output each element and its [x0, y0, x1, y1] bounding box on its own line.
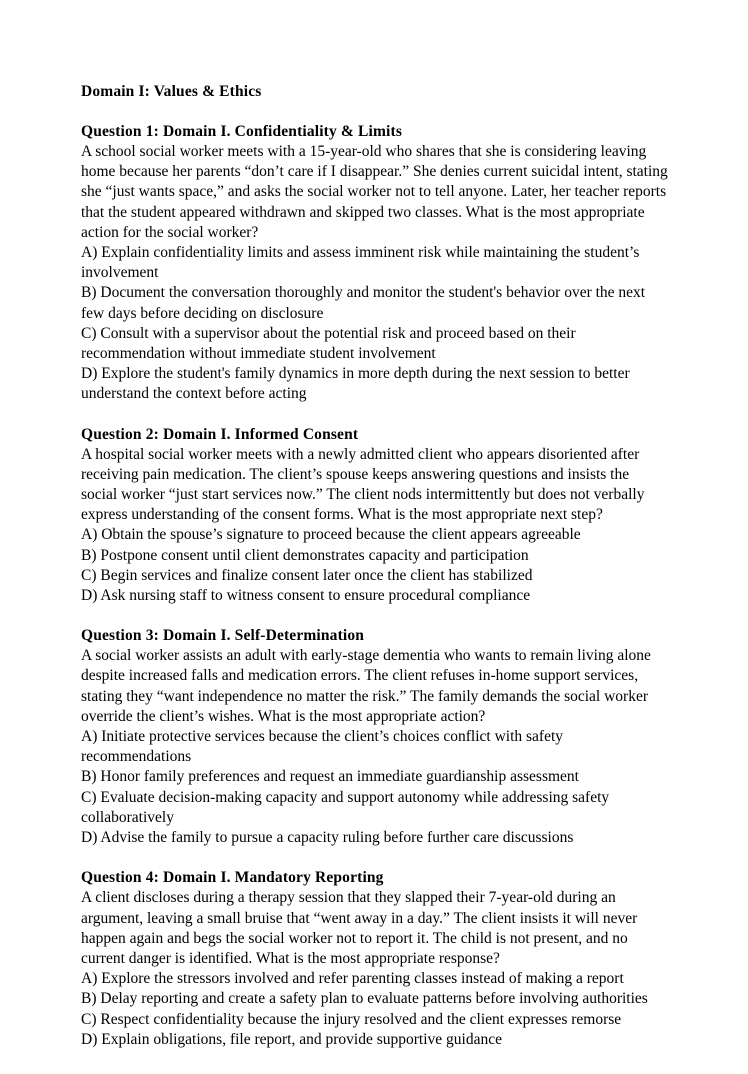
question-stem: A school social worker meets with a 15-year-old who shares that she is considering leaving home because her parents “don’t care if I disappear.” She denies current suicidal intent, stating she “just wants space,” and asks the social worker not to tell anyone. Later, her teacher reports that the student appeared withdrawn and skipped two classes. What is the most appropriate action for the social worker?	[81, 143, 668, 241]
question-heading: Question 4: Domain I. Mandatory Reporting	[81, 869, 384, 887]
answer-option-a[interactable]: A) Initiate protective services because the client’s choices conflict with safety recommendations	[81, 728, 564, 766]
answer-option-d[interactable]: D) Ask nursing staff to witness consent to ensure procedural compliance	[81, 587, 531, 605]
answer-option-c[interactable]: C) Consult with a supervisor about the potential risk and proceed based on their recommendation without immediate student involvement	[81, 324, 576, 363]
section-spacer	[81, 606, 669, 626]
answer-option-b[interactable]: B) Document the conversation thoroughly and monitor the student's behavior over the next few days before deciding on disclosure	[81, 284, 646, 322]
answer-option-a[interactable]: A) Explore the stressors involved and refer parenting classes instead of making a report	[81, 970, 624, 988]
answer-option-a[interactable]: A) Obtain the spouse’s signature to proceed because the client appears agreeable	[81, 526, 581, 544]
answer-option-b[interactable]: B) Honor family preferences and request an immediate guardianship assessment	[81, 768, 579, 786]
section-spacer	[81, 848, 669, 868]
section-spacer	[81, 102, 669, 122]
question-block	[81, 122, 669, 405]
question-stem: A client discloses during a therapy session that they slapped their 7-year-old during an argument, leaving a small bruise that “went away in a day.” The client insists it will never happen again and begs the social worker not to report it. The child is not present, and no current danger is identified. What is the most appropriate response?	[81, 889, 638, 967]
question-block	[81, 868, 669, 1050]
domain-title: Domain I: Values & Ethics	[81, 83, 262, 100]
question-block	[81, 626, 669, 848]
question-stem: A hospital social worker meets with a newly admitted client who appears disoriented after receiving pain medication. The client’s spouse keeps answering questions and insists the social worker “just start services now.” The client nods intermittently but does not verbally express understanding of the consent forms. What is the most appropriate next step?	[81, 445, 645, 524]
question-heading: Question 2: Domain I. Informed Consent	[81, 425, 359, 443]
answer-option-d[interactable]: D) Advise the family to pursue a capacity ruling before further care discussions	[81, 829, 574, 847]
section-spacer	[81, 405, 669, 425]
answer-option-d[interactable]: D) Explain obligations, file report, and provide supportive guidance	[81, 1030, 502, 1048]
question-heading: Question 1: Domain I. Confidentiality & Limits	[81, 123, 403, 140]
question-heading: Question 3: Domain I. Self-Determination	[81, 627, 365, 645]
question-stem: A social worker assists an adult with early-stage dementia who wants to remain living alone despite increased falls and medication errors. The client refuses in-home support services, stating they “want independence no matter the risk.” The family demands the social worker override the client’s wishes. What is the most appropriate action?	[81, 647, 651, 725]
document-body	[81, 82, 669, 1050]
answer-option-d[interactable]: D) Explore the student's family dynamics in more depth during the next session to better understand the context before acting	[81, 365, 630, 403]
answer-option-c[interactable]: C) Respect confidentiality because the injury resolved and the client expresses remorse	[81, 1010, 622, 1028]
answer-option-b[interactable]: B) Delay reporting and create a safety plan to evaluate patterns before involving authorities	[81, 990, 648, 1008]
answer-option-c[interactable]: C) Evaluate decision-making capacity and support autonomy while addressing safety collaboratively	[81, 788, 610, 826]
answer-option-b[interactable]: B) Postpone consent until client demonstrates capacity and participation	[81, 546, 529, 564]
answer-option-a[interactable]: A) Explain confidentiality limits and assess imminent risk while maintaining the student’s involvement	[81, 244, 640, 282]
answer-option-c[interactable]: C) Begin services and finalize consent later once the client has stabilized	[81, 566, 533, 584]
question-block	[81, 425, 669, 607]
